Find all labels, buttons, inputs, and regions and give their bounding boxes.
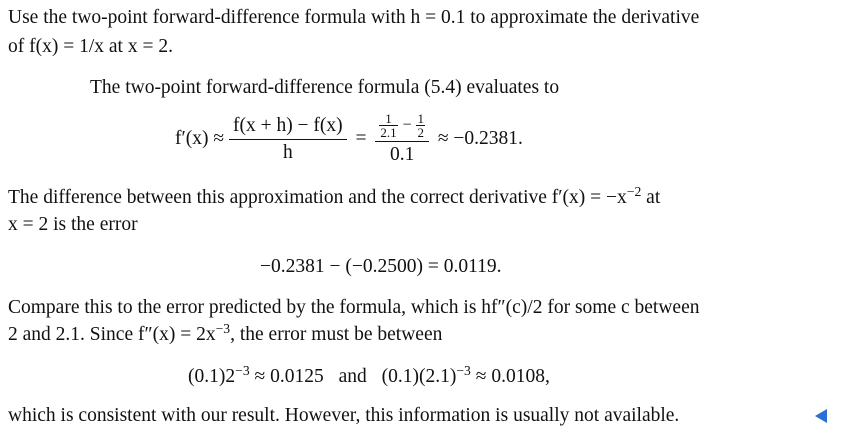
fraction-one-over-2: $\frac{1}{2}$ xyxy=(417,111,424,140)
problem-line-1: Use the two-point forward-difference formula with h = 0.1 to approximate the derivative xyxy=(8,7,700,28)
formula-fraction-2 xyxy=(375,112,429,166)
problem-line-2: of f(x) = 1/x at x = 2. xyxy=(8,36,173,57)
error-equation: −0.2381 − (−0.2500) = 0.0119. xyxy=(260,256,502,277)
compare-line-2: 2 and 2.1. Since $f''(x) = 2x^{-3}$, the error must be between xyxy=(8,321,443,345)
difference-line-1: The difference between this approximation and the correct derivative $f'(x) = -x^{-2}$ at xyxy=(8,184,661,208)
compare-line-1: Compare this to the error predicted by the formula, which is hf″(c)/2 for some c between xyxy=(8,297,700,318)
fraction-one-over-2-1: $\frac{1}{2.1}$ xyxy=(380,111,397,140)
error-bounds: $(0.1)2^{-3} \approx 0.0125$ and $(0.1)(2.1)^{-3} \approx 0.0108$, xyxy=(188,363,550,387)
conclusion: which is consistent with our result. However, this information is usually not available. xyxy=(8,405,680,426)
fraction-1-denominator: h xyxy=(229,139,347,164)
fraction-1-numerator: f(x + h) − f(x) xyxy=(232,114,343,136)
fraction-2-denominator: 0.1 xyxy=(375,141,429,166)
solution-intro: The two-point forward-difference formula (5.4) evaluates to xyxy=(90,77,560,98)
formula-equals: = xyxy=(355,128,367,149)
formula-lhs: f′(x) ≈ xyxy=(175,128,225,149)
fraction-2-numerator: $\frac{1}{2.1}$ − $\frac{1}{2}$ xyxy=(380,111,424,140)
formula-fraction-1 xyxy=(229,115,347,164)
difference-line-2: x = 2 is the error xyxy=(8,214,138,235)
end-of-example-triangle-icon xyxy=(815,409,827,423)
forward-difference-formula xyxy=(175,112,523,166)
formula-result: ≈ −0.2381. xyxy=(437,128,523,149)
